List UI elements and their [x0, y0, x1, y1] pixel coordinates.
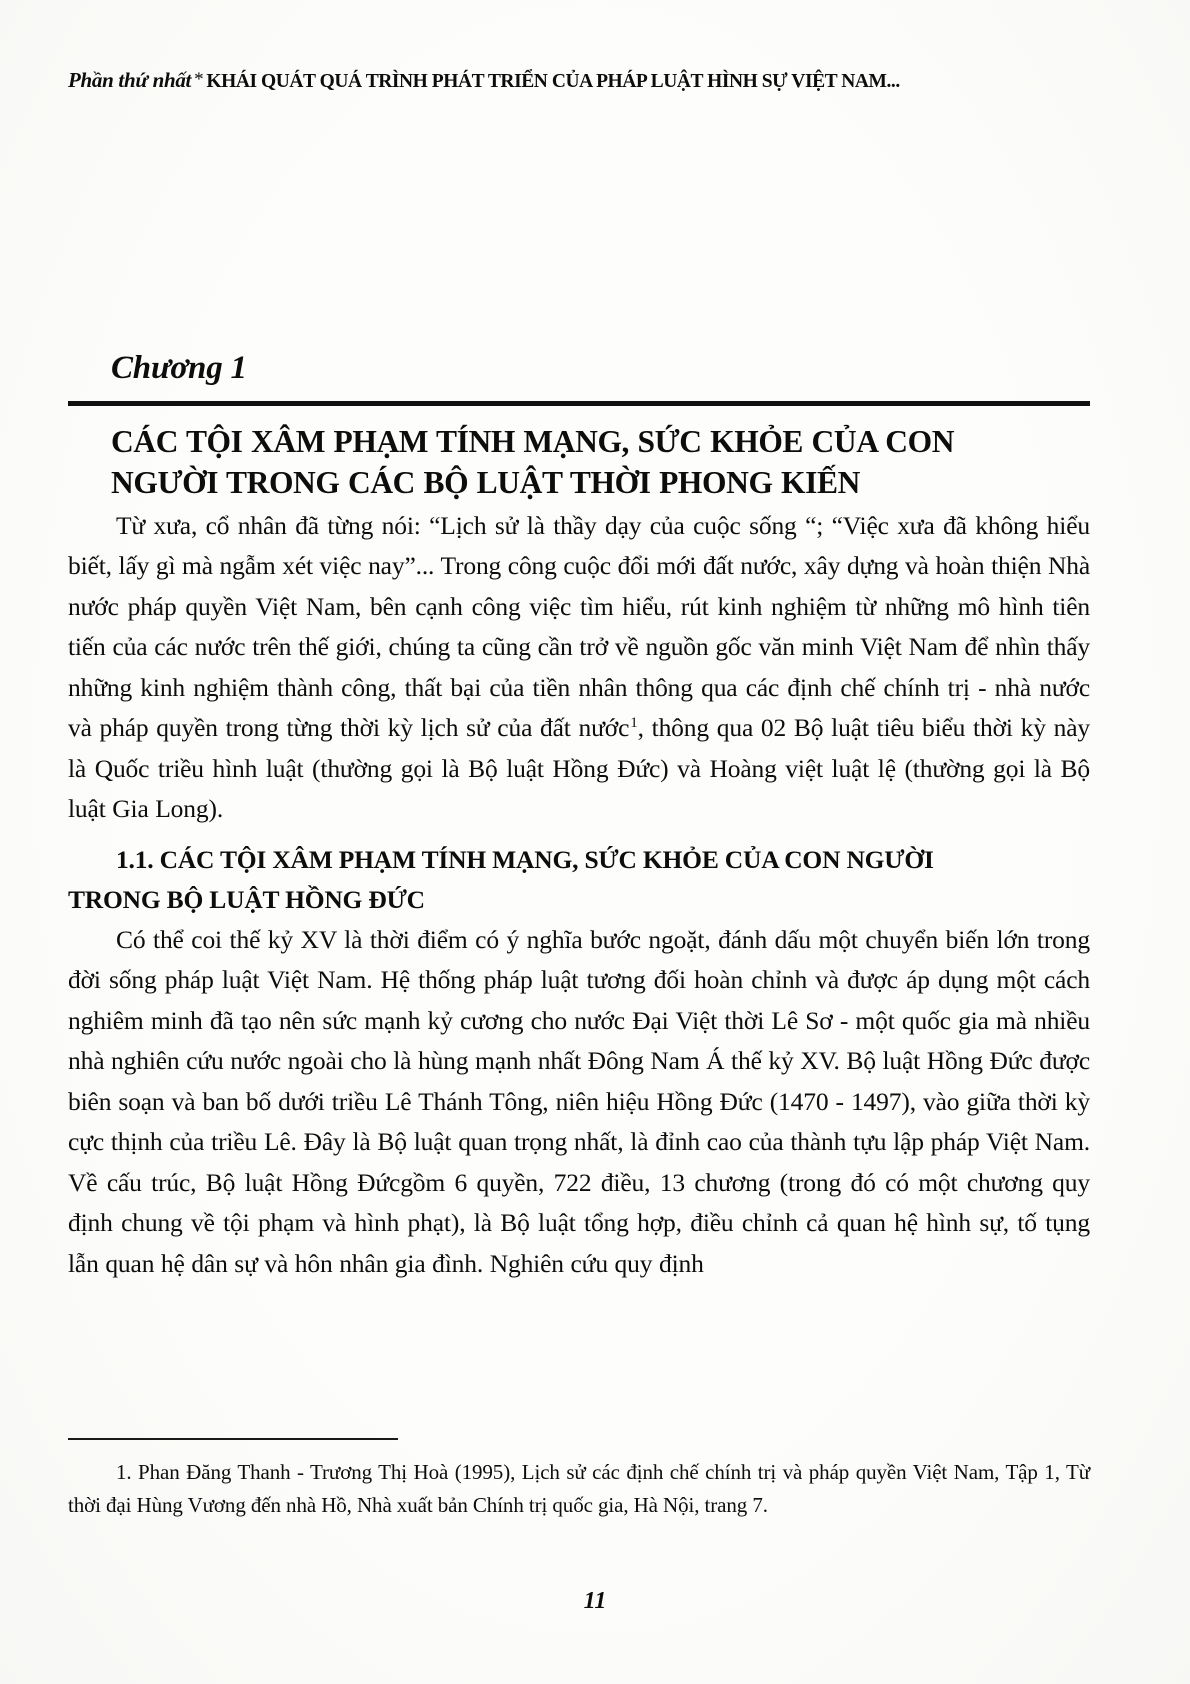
section-heading-line-1: 1.1. CÁC TỘI XÂM PHẠM TÍNH MẠNG, SỨC KHỎE CỦA CON NGƯỜI: [116, 844, 934, 874]
chapter-label: Chương 1: [111, 350, 247, 386]
section-heading-line-2: TRONG BỘ LUẬT HỒNG ĐỨC: [68, 884, 425, 914]
running-header-title: KHÁI QUÁT QUÁ TRÌNH PHÁT TRIỂN CỦA PHÁP LUẬT HÌNH SỰ VIỆT NAM...: [206, 71, 900, 92]
page-content: [68, 350, 1090, 1284]
body-paragraph-1: [68, 506, 1090, 830]
chapter-title: [111, 422, 1090, 504]
chapter-title-line-1: CÁC TỘI XÂM PHẠM TÍNH MẠNG, SỨC KHỎE CỦA CON: [111, 424, 955, 459]
footnote-reference-marker: 1: [630, 714, 638, 731]
page-number: 11: [583, 1588, 607, 1614]
section-heading: [68, 840, 1090, 920]
chapter-title-line-2: NGƯỜI TRONG CÁC BỘ LUẬT THỜI PHONG KIẾN: [111, 464, 860, 500]
asterisk-icon: *: [194, 69, 204, 90]
running-header: [68, 68, 1078, 93]
paragraph-1-text-before-footnote: Từ xưa, cổ nhân đã từng nói: “Lịch sử là thầy dạy của cuộc sống “; “Việc xưa đã không hiểu biết, lấy gì mà ngẫm xét việc nay”... Trong công cuộc đổi mới đất nước, xây dựng và hoàn thiện Nhà nước pháp quyền Việt Nam, bên cạnh công việc tìm hiểu, rút kinh nghiệm từ những mô hình tiên tiến của các nước trên thế giới, chúng ta cũng cần trở về nguồn gốc văn minh Việt Nam để nhìn thấy những kinh nghiệm thành công, thất bại của tiền nhân thông qua các định chế chính trị - nhà nước và pháp quyền trong từng thời kỳ lịch sử của đất nước: [68, 510, 1090, 743]
footnote-separator-rule: [68, 1438, 398, 1440]
body-paragraph-2: Có thể coi thế kỷ XV là thời điểm có ý nghĩa bước ngoặt, đánh dấu một chuyển biến lớn trong đời sống pháp luật Việt Nam. Hệ thống pháp luật tương đối hoàn chỉnh và được áp dụng một cách nghiêm minh đã tạo nên sức mạnh kỷ cương cho nước Đại Việt thời Lê Sơ - một quốc gia mà nhiều nhà nghiên cứu nước ngoài cho là hùng mạnh nhất Đông Nam Á thế kỷ XV. Bộ luật Hồng Đức được biên soạn và ban bố dưới triều Lê Thánh Tông, niên hiệu Hồng Đức (1470 - 1497), vào giữa thời kỳ cực thịnh của triều Lê. Đây là Bộ luật quan trọng nhất, là đỉnh cao của thành tựu lập pháp Việt Nam. Về cấu trúc, Bộ luật Hồng Đứcgồm 6 quyền, 722 điều, 13 chương (trong đó có một chương quy định chung về tội phạm và hình phạt), là Bộ luật tổng hợp, điều chỉnh cả quan hệ hình sự, tố tụng lẫn quan hệ dân sự và hôn nhân gia đình. Nghiên cứu quy định: [68, 924, 1090, 1278]
footnote-area: [68, 1438, 1090, 1522]
paragraph-1-text-after-footnote: , thông qua 02 Bộ luật tiêu biểu thời kỳ này là Quốc triều hình luật (thường gọi là Bộ luật Hồng Đức) và Hoàng việt luật lệ (thường gọi là Bộ luật Gia Long).: [68, 713, 1090, 824]
footnote-text: 1. Phan Đăng Thanh - Trương Thị Hoà (1995), Lịch sử các định chế chính trị và pháp quyền Việt Nam, Tập 1, Từ thời đại Hùng Vương đến nhà Hồ, Nhà xuất bản Chính trị quốc gia, Hà Nội, trang 7.: [68, 1460, 1090, 1517]
chapter-divider-rule: [68, 401, 1090, 406]
running-header-part-label: Phần thứ nhất: [68, 68, 192, 92]
